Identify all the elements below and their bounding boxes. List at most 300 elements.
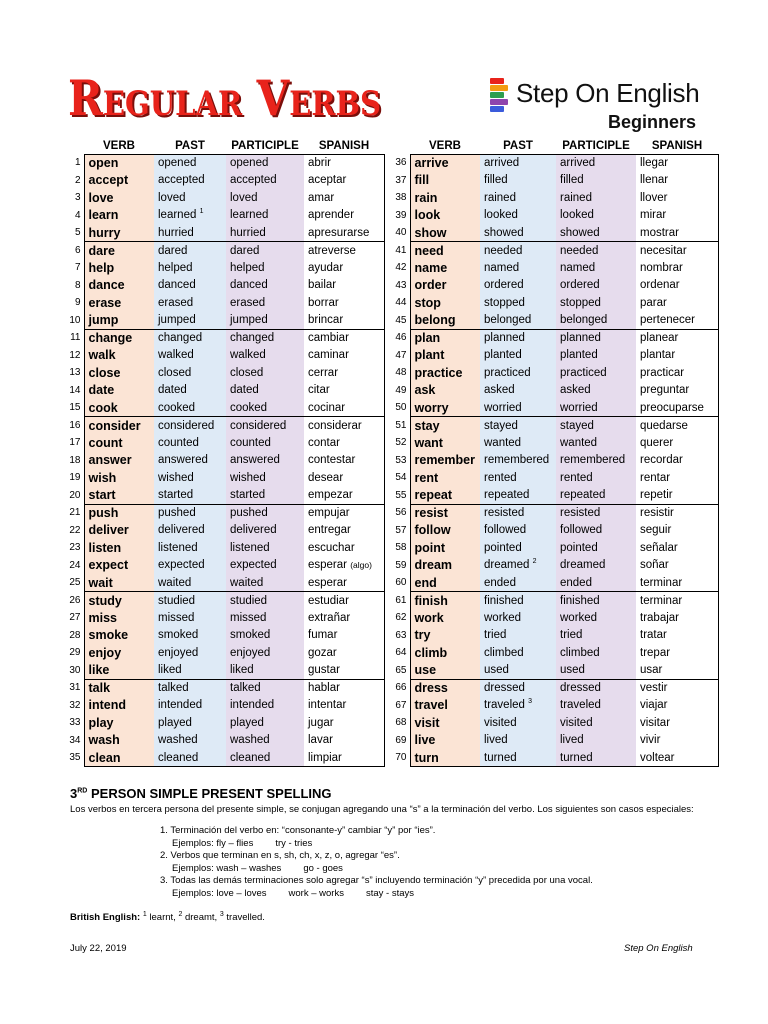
table-row: [386, 522, 718, 540]
spanish-cell: cambiar: [304, 329, 384, 347]
table-row: [386, 539, 718, 557]
row-number: 28: [69, 629, 81, 641]
row-number: 1: [74, 157, 81, 169]
participle-cell: hurried: [226, 224, 304, 242]
row-number: 65: [395, 664, 407, 676]
past-cell: belonged: [480, 312, 556, 330]
spanish-cell: hablar: [304, 679, 384, 697]
spanish-cell: terminar: [636, 574, 718, 592]
past-cell: named: [480, 259, 556, 277]
spanish-cell: necesitar: [636, 242, 718, 260]
row-number: 10: [69, 314, 81, 326]
row-number: 43: [395, 279, 407, 291]
past-cell: repeated: [480, 487, 556, 505]
verb-cell: ask: [410, 382, 480, 400]
verb-cell: wish: [84, 469, 154, 487]
table-row: [386, 189, 718, 207]
row-number: 50: [395, 402, 407, 414]
table-row: [60, 574, 384, 592]
row-number: 69: [395, 734, 407, 746]
row-number: 24: [69, 559, 81, 571]
row-number: 55: [395, 489, 407, 501]
past-cell: ended: [480, 574, 556, 592]
spanish-cell: visitar: [636, 714, 718, 732]
participle-cell: dated: [226, 382, 304, 400]
past-cell: rented: [480, 469, 556, 487]
past-cell: stayed: [480, 417, 556, 435]
table-row: [386, 662, 718, 680]
participle-cell: listened: [226, 539, 304, 557]
participle-cell: finished: [556, 592, 636, 610]
rule-item: 1. Terminación del verbo en: “consonante-y” cambiar “y” por “ies”.: [160, 825, 436, 836]
past-cell: planted: [480, 347, 556, 365]
verb-cell: look: [410, 207, 480, 225]
spanish-cell: brincar: [304, 312, 384, 330]
spanish-cell: usar: [636, 662, 718, 680]
table-row: [60, 644, 384, 662]
past-cell: turned: [480, 749, 556, 767]
row-number: 17: [69, 437, 81, 449]
past-cell: erased: [154, 294, 226, 312]
past-cell: accepted: [154, 172, 226, 190]
participle-cell: pointed: [556, 539, 636, 557]
row-number: 47: [395, 349, 407, 361]
verb-cell: need: [410, 242, 480, 260]
spanish-cell: considerar: [304, 417, 384, 435]
participle-cell: showed: [556, 224, 636, 242]
participle-cell: used: [556, 662, 636, 680]
participle-cell: closed: [226, 364, 304, 382]
table-row: [60, 207, 384, 225]
row-number: 38: [395, 192, 407, 204]
participle-cell: stopped: [556, 294, 636, 312]
past-cell: started: [154, 487, 226, 505]
spanish-cell: entregar: [304, 522, 384, 540]
past-cell: smoked: [154, 627, 226, 645]
table-row: [386, 452, 718, 470]
table-row: [60, 539, 384, 557]
past-cell: intended: [154, 697, 226, 715]
verb-cell: travel: [410, 697, 480, 715]
verb-cell: stay: [410, 417, 480, 435]
spanish-cell: querer: [636, 434, 718, 452]
participle-cell: ended: [556, 574, 636, 592]
verb-cell: push: [84, 504, 154, 522]
row-number: 12: [69, 349, 81, 361]
spanish-cell: jugar: [304, 714, 384, 732]
row-number: 37: [395, 174, 407, 186]
verb-cell: repeat: [410, 487, 480, 505]
spanish-cell: tratar: [636, 627, 718, 645]
participle-cell: lived: [556, 732, 636, 750]
past-cell: listened: [154, 539, 226, 557]
participle-cell: rained: [556, 189, 636, 207]
verb-cell: talk: [84, 679, 154, 697]
spanish-cell: voltear: [636, 749, 718, 767]
participle-cell: traveled: [556, 697, 636, 715]
table-row: [60, 172, 384, 190]
row-number: 11: [70, 332, 81, 344]
past-cell: liked: [154, 662, 226, 680]
row-number: 56: [395, 507, 407, 519]
past-cell: missed: [154, 609, 226, 627]
past-cell: danced: [154, 277, 226, 295]
verb-cell: learn: [84, 207, 154, 225]
participle-cell: changed: [226, 329, 304, 347]
table-row: [60, 224, 384, 242]
participle-cell: arrived: [556, 154, 636, 172]
column-header-participle: PARTICIPLE: [231, 140, 299, 153]
footer-date: July 22, 2019: [70, 943, 127, 954]
spanish-cell: terminar: [636, 592, 718, 610]
participle-cell: liked: [226, 662, 304, 680]
spanish-cell: recordar: [636, 452, 718, 470]
past-cell: ordered: [480, 277, 556, 295]
table-row: [386, 749, 718, 767]
verb-cell: listen: [84, 539, 154, 557]
participle-cell: dreamed: [556, 557, 636, 575]
spanish-cell: intentar: [304, 697, 384, 715]
row-number: 19: [69, 472, 81, 484]
participle-cell: asked: [556, 382, 636, 400]
verb-cell: intend: [84, 697, 154, 715]
row-number: 14: [69, 384, 81, 396]
past-cell: looked: [480, 207, 556, 225]
participle-cell: cleaned: [226, 749, 304, 767]
spanish-cell: desear: [304, 469, 384, 487]
participle-cell: resisted: [556, 504, 636, 522]
row-number: 54: [395, 472, 407, 484]
past-cell: resisted: [480, 504, 556, 522]
table-row: [386, 172, 718, 190]
past-cell: washed: [154, 732, 226, 750]
verb-cell: love: [84, 189, 154, 207]
verb-cell: dance: [84, 277, 154, 295]
verb-cell: start: [84, 487, 154, 505]
row-number: 5: [74, 227, 81, 239]
past-cell: opened: [154, 154, 226, 172]
rule-examples: Ejemplos: wash – washes go - goes: [172, 862, 343, 874]
participle-cell: answered: [226, 452, 304, 470]
participle-cell: named: [556, 259, 636, 277]
verb-cell: visit: [410, 714, 480, 732]
past-cell: wished: [154, 469, 226, 487]
past-cell: climbed: [480, 644, 556, 662]
verb-cell: count: [84, 434, 154, 452]
past-cell: considered: [154, 417, 226, 435]
spanish-cell: cocinar: [304, 399, 384, 417]
table-row: [60, 277, 384, 295]
spanish-cell: preguntar: [636, 382, 718, 400]
table-row: [386, 592, 718, 610]
column-header-past: PAST: [503, 140, 533, 153]
participle-cell: wanted: [556, 434, 636, 452]
verb-cell: miss: [84, 609, 154, 627]
verb-cell: cook: [84, 399, 154, 417]
table-row: [386, 487, 718, 505]
spelling-rules: [160, 825, 593, 900]
participle-cell: enjoyed: [226, 644, 304, 662]
row-number: 39: [395, 209, 407, 221]
past-cell: asked: [480, 382, 556, 400]
participle-cell: followed: [556, 522, 636, 540]
table-row: [60, 522, 384, 540]
verb-cell: date: [84, 382, 154, 400]
spanish-cell: cerrar: [304, 364, 384, 382]
participle-cell: tried: [556, 627, 636, 645]
table-row: [60, 592, 384, 610]
table-row: [386, 557, 718, 575]
past-cell: filled: [480, 172, 556, 190]
verb-cell: jump: [84, 312, 154, 330]
past-cell: pointed: [480, 539, 556, 557]
table-row: [60, 434, 384, 452]
row-number: 52: [395, 437, 407, 449]
participle-cell: needed: [556, 242, 636, 260]
table-row: [386, 154, 718, 172]
spanish-cell: atreverse: [304, 242, 384, 260]
participle-cell: accepted: [226, 172, 304, 190]
row-number: 34: [69, 734, 81, 746]
participle-cell: washed: [226, 732, 304, 750]
table-row: [386, 382, 718, 400]
table-row: [60, 469, 384, 487]
row-number: 49: [395, 384, 407, 396]
verb-cell: resist: [410, 504, 480, 522]
table-row: [60, 347, 384, 365]
row-number: 67: [395, 699, 407, 711]
past-cell: helped: [154, 259, 226, 277]
spelling-section-title: 3RD PERSON SIMPLE PRESENT SPELLING: [70, 786, 332, 801]
verb-cell: order: [410, 277, 480, 295]
row-number: 58: [395, 542, 407, 554]
spanish-cell: escuchar: [304, 539, 384, 557]
spanish-cell: pertenecer: [636, 312, 718, 330]
spanish-cell: vivir: [636, 732, 718, 750]
verb-cell: follow: [410, 522, 480, 540]
row-number: 40: [395, 227, 407, 239]
past-cell: dated: [154, 382, 226, 400]
spanish-cell: quedarse: [636, 417, 718, 435]
row-number: 32: [69, 699, 81, 711]
participle-cell: turned: [556, 749, 636, 767]
spanish-cell: fumar: [304, 627, 384, 645]
spanish-cell: viajar: [636, 697, 718, 715]
spanish-cell: empezar: [304, 487, 384, 505]
row-number: 60: [395, 577, 407, 589]
spanish-cell: planear: [636, 329, 718, 347]
spanish-cell: amar: [304, 189, 384, 207]
spanish-cell: vestir: [636, 679, 718, 697]
spanish-cell: resistir: [636, 504, 718, 522]
participle-cell: practiced: [556, 364, 636, 382]
spelling-intro: Los verbos en tercera persona del presente simple, se conjugan agregando una “s” a la terminación del verbo. Los siguientes son casos especiales:: [70, 804, 694, 815]
brand-name: Step On English: [516, 78, 700, 108]
row-number: 51: [395, 419, 407, 431]
participle-cell: ordered: [556, 277, 636, 295]
participle-cell: visited: [556, 714, 636, 732]
verb-cell: stop: [410, 294, 480, 312]
spanish-cell: mostrar: [636, 224, 718, 242]
verb-cell: accept: [84, 172, 154, 190]
row-number: 25: [69, 577, 81, 589]
verb-cell: rain: [410, 189, 480, 207]
past-cell: used: [480, 662, 556, 680]
row-number: 68: [395, 717, 407, 729]
spanish-cell: contar: [304, 434, 384, 452]
past-cell: hurried: [154, 224, 226, 242]
past-cell: worked: [480, 609, 556, 627]
spanish-cell: repetir: [636, 487, 718, 505]
participle-cell: loved: [226, 189, 304, 207]
table-row: [386, 364, 718, 382]
past-cell: talked: [154, 679, 226, 697]
verb-cell: try: [410, 627, 480, 645]
past-cell: learned $^1$: [154, 207, 226, 225]
past-cell: delivered: [154, 522, 226, 540]
verb-table-right: [386, 139, 719, 767]
participle-cell: wished: [226, 469, 304, 487]
row-number: 53: [395, 454, 407, 466]
row-number: 20: [69, 489, 81, 501]
participle-cell: rented: [556, 469, 636, 487]
verb-cell: worry: [410, 399, 480, 417]
participle-cell: belonged: [556, 312, 636, 330]
verb-cell: point: [410, 539, 480, 557]
table-row: [386, 469, 718, 487]
row-number: 23: [69, 542, 81, 554]
row-number: 57: [395, 524, 407, 536]
participle-cell: considered: [226, 417, 304, 435]
spanish-cell: contestar: [304, 452, 384, 470]
table-row: [60, 662, 384, 680]
past-cell: jumped: [154, 312, 226, 330]
past-cell: remembered: [480, 452, 556, 470]
table-row: [60, 732, 384, 750]
spanish-cell: llenar: [636, 172, 718, 190]
past-cell: tried: [480, 627, 556, 645]
row-number: 29: [69, 647, 81, 659]
verb-cell: walk: [84, 347, 154, 365]
participle-cell: counted: [226, 434, 304, 452]
past-cell: dared: [154, 242, 226, 260]
spanish-cell: ordenar: [636, 277, 718, 295]
spanish-cell: llegar: [636, 154, 718, 172]
verb-cell: practice: [410, 364, 480, 382]
past-cell: traveled $^3$: [480, 697, 556, 715]
spanish-cell: esperar (algo): [304, 557, 384, 575]
past-cell: loved: [154, 189, 226, 207]
verb-table-left: [60, 139, 385, 767]
verb-cell: like: [84, 662, 154, 680]
table-row: [60, 294, 384, 312]
past-cell: lived: [480, 732, 556, 750]
row-number: 46: [395, 332, 407, 344]
verb-cell: hurry: [84, 224, 154, 242]
verb-cell: dress: [410, 679, 480, 697]
verb-cell: open: [84, 154, 154, 172]
table-row: [60, 504, 384, 522]
row-number: 48: [395, 367, 407, 379]
table-row: [60, 627, 384, 645]
row-number: 35: [69, 752, 81, 764]
verb-cell: climb: [410, 644, 480, 662]
table-row: [60, 679, 384, 697]
participle-cell: opened: [226, 154, 304, 172]
spanish-cell: limpiar: [304, 749, 384, 767]
row-number: 18: [69, 454, 81, 466]
verb-cell: show: [410, 224, 480, 242]
past-cell: practiced: [480, 364, 556, 382]
verb-cell: wait: [84, 574, 154, 592]
row-number: 2: [74, 174, 81, 186]
verb-cell: answer: [84, 452, 154, 470]
participle-cell: repeated: [556, 487, 636, 505]
verb-cell: turn: [410, 749, 480, 767]
verb-cell: smoke: [84, 627, 154, 645]
verb-cell: name: [410, 259, 480, 277]
participle-cell: helped: [226, 259, 304, 277]
verb-cell: work: [410, 609, 480, 627]
column-header-spanish: SPANISH: [651, 140, 703, 153]
row-number: 27: [69, 612, 81, 624]
spanish-cell: esperar: [304, 574, 384, 592]
table-row: [386, 242, 718, 260]
rule-item: 2. Verbos que terminan en s, sh, ch, x, z, o, agregar “es”.: [160, 850, 400, 861]
spanish-cell: abrir: [304, 154, 384, 172]
british-english-note: British English: $^1$ learnt, $^2$ dreamt, $^3$ travelled.: [70, 910, 265, 923]
table-row: [386, 207, 718, 225]
row-number: 21: [69, 507, 81, 519]
past-cell: changed: [154, 329, 226, 347]
past-cell: visited: [480, 714, 556, 732]
page-title: Regular Verbs: [68, 70, 381, 127]
participle-cell: pushed: [226, 504, 304, 522]
table-row: [60, 749, 384, 767]
row-number: 44: [395, 297, 407, 309]
spanish-cell: citar: [304, 382, 384, 400]
past-cell: closed: [154, 364, 226, 382]
spanish-cell: trabajar: [636, 609, 718, 627]
participle-cell: played: [226, 714, 304, 732]
row-number: 33: [69, 717, 81, 729]
verb-cell: clean: [84, 749, 154, 767]
spanish-cell: apresurarse: [304, 224, 384, 242]
spanish-cell: nombrar: [636, 259, 718, 277]
table-row: [60, 312, 384, 330]
table-header-row: [60, 139, 384, 154]
table-row: [386, 504, 718, 522]
verb-cell: plant: [410, 347, 480, 365]
row-number: 41: [395, 244, 407, 256]
past-cell: dreamed $^2$: [480, 557, 556, 575]
past-cell: pushed: [154, 504, 226, 522]
column-header-past: PAST: [175, 140, 205, 153]
past-cell: planned: [480, 329, 556, 347]
table-row: [386, 609, 718, 627]
past-cell: walked: [154, 347, 226, 365]
table-row: [386, 697, 718, 715]
past-cell: answered: [154, 452, 226, 470]
row-number: 64: [395, 647, 407, 659]
past-cell: waited: [154, 574, 226, 592]
spanish-cell: caminar: [304, 347, 384, 365]
table-row: [386, 644, 718, 662]
verb-cell: arrive: [410, 154, 480, 172]
table-row: [60, 714, 384, 732]
spanish-cell: seguir: [636, 522, 718, 540]
spanish-cell: gustar: [304, 662, 384, 680]
